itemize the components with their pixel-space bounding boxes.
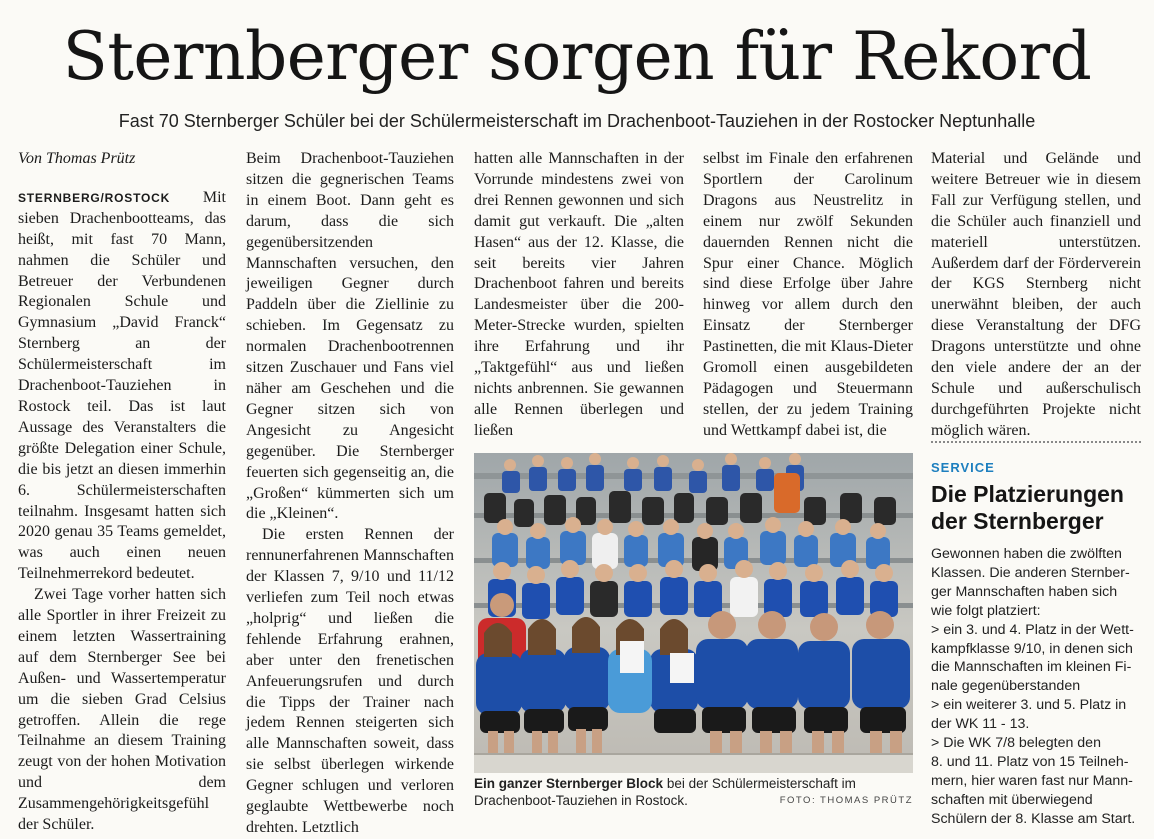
- caption-text: bei der Schülermeisterschaft im Drachenboot-Tauziehen in Rostock.: [474, 776, 856, 808]
- article-column-1: [18, 149, 226, 834]
- dotted-divider: [931, 441, 1141, 443]
- service-line: > ein weiterer 3. und 5. Platz in: [931, 697, 1127, 714]
- service-line: nale gegenüberstanden: [931, 678, 1081, 695]
- article-column-3: [474, 149, 684, 439]
- article-paragraph: Zwei Tage vorher hatten sich alle Sportler in ihrer Freizeit zu einem letzten Wassertraining auf dem Sternberger See bei Außen- und Wassertemperatur um die sieben Grad Celsius getroffen. Allein die rege Teilnahme an diesem Training zeugt von der hohen Motivation und dem Zusammengehörigkeitsgefühl der Schüler.: [18, 586, 226, 834]
- service-line: > Die WK 7/8 belegten den: [931, 735, 1101, 752]
- service-label: SERVICE: [931, 460, 995, 475]
- service-body: [931, 545, 1146, 829]
- service-line: 8. und 11. Platz von 15 Teilneh-: [931, 753, 1129, 770]
- photo-credit: FOTO: THOMAS PRÜTZ: [779, 794, 913, 806]
- headline: Sternberger sorgen für Rekord: [62, 18, 1092, 95]
- service-line: Klassen. Die anderen Sternber-: [931, 564, 1130, 581]
- service-line: kampfklasse 9/10, in denen sich: [931, 640, 1133, 657]
- service-line: Schülern der 8. Klasse am Start.: [931, 810, 1136, 827]
- article-column-4: [703, 149, 913, 439]
- service-line: schaften mit überwiegend: [931, 791, 1093, 808]
- service-title: [931, 481, 1146, 535]
- service-line: die Mannschaften im kleinen Fi-: [931, 659, 1132, 676]
- article-paragraph: Mit sieben Drachenbootteams, das heißt, mit fast 70 Mann, nahmen die Schüler und Betreuer der Verbundenen Regionalen Schule und Gymnasium „David Franck“ Sternberg an der Schülermeisterschaft im Drachenboot-Tauziehen in Rostock teil. Das ist laut Aussage des Veranstalters die größte Delegation einer Schule, die bis jetzt an diesen immerhin 6. Schülermeisterschaften teilnahm. Insgesamt hatten sich 2020 genau 35 Teams gemeldet, was auch einen neuen Teilnehmerrekord bedeutet.: [18, 188, 226, 583]
- service-line: > ein 3. und 4. Platz in der Wett-: [931, 621, 1134, 638]
- byline: Von Thomas Prütz: [18, 150, 136, 167]
- article-column-2: [246, 149, 454, 836]
- service-line: Gewonnen haben die zwölften: [931, 546, 1122, 562]
- photo-caption: [474, 776, 913, 809]
- article-paragraph: Beim Drachenboot-Tauziehen sitzen die gegnerischen Teams in einem Boot. Dann geht es darum, dass die sich gegenübersitzenden Mannschaften versuchen, den jeweiligen Gegner durch Paddeln über die Ziellinie zu schieben. Im Gegensatz zu normalen Drachenbootrennen sitzen Zuschauer und Fans viel näher am Geschehen und die Gegner sitzen sich von Angesicht zu Angesicht gegenüber. Die Sternberger feuerten sich gegenseitig an, die „Großen“ kümmerten sich um die „Kleinen“.: [246, 150, 454, 523]
- article-column-5: [931, 149, 1141, 439]
- article-paragraph: selbst im Finale den erfahrenen Sportlern der Carolinum Dragons aus Neustrelitz in einem nur zwölf Sekunden dauernden Rennen nicht die Spur einer Chance. Möglich sind diese Erfolge über Jahre hinweg vor allem durch den Einsatz der Sternberger Pastinetten, die mit Klaus-Dieter Gromoll einen ausgebildeten Pädagogen und Steuermann stellen, der zu jedem Training und Wettkampf dabei ist, die: [703, 150, 913, 439]
- dateline: STERNBERG/ROSTOCK: [18, 190, 171, 205]
- service-title-line: Die Platzierungen: [931, 481, 1124, 507]
- subheadline: Fast 70 Sternberger Schüler bei der Schülermeisterschaft im Drachenboot-Tauziehen in der Rostocker Neptunhalle: [118, 111, 1036, 131]
- article-paragraph: Material und Gelände und weitere Betreuer wie in diesem Fall zur Verfügung stellen, und die Schüler auch finanziell und materiell unterstützen. Außerdem darf der Förderverein der KGS Sternberg nicht unerwähnt bleiben, der auch diese Veranstaltung der DFG Dragons unterstützte und ohne den viele andere der an der Schule und außerschulisch durchgeführten Projekte nicht möglich wären.: [931, 150, 1141, 439]
- service-line: ger Mannschaften haben sich: [931, 583, 1118, 600]
- service-title-line: der Sternberger: [931, 508, 1104, 534]
- article-paragraph: Die ersten Rennen der rennunerfahrenen Mannschaften der Klassen 7, 9/10 und 11/12 verliefen zum Teil noch etwas „holprig“ und ließen die fehlende Erfahrung erahnen, aber unter den frenetischen Anfeuerungsrufen und durch die Tipps der Trainer nach jedem Rennen steigerten sich alle Mannschaften soweit, dass sie selbst überlegen wirkende Gegner schlugen und verloren geglaubte Wettbewerbe noch drehten. Letztlich: [246, 526, 454, 836]
- service-line: wie folgt platziert:: [931, 602, 1041, 619]
- article-paragraph: hatten alle Mannschaften in der Vorrunde mindestens zwei von drei Rennen gewonnen und sich damit gut verkauft. Die „alten Hasen“ aus der 12. Klasse, die seit bereits vier Jahren Drachenboot fahren und bereits Landesmeister über die 200-Meter-Strecke wurden, spielten ihre Erfahrung und ihr „Taktgefühl“ aus und ließen nichts anbrennen. Sie gewannen alle Rennen überlegen und ließen: [474, 150, 684, 439]
- service-box: [931, 459, 1146, 829]
- service-line: mern, hier waren fast nur Mann-: [931, 772, 1133, 789]
- service-line: der WK 11 - 13.: [931, 716, 1030, 733]
- team-photo: [474, 453, 913, 773]
- caption-lead: Ein ganzer Sternberger Block: [474, 776, 664, 791]
